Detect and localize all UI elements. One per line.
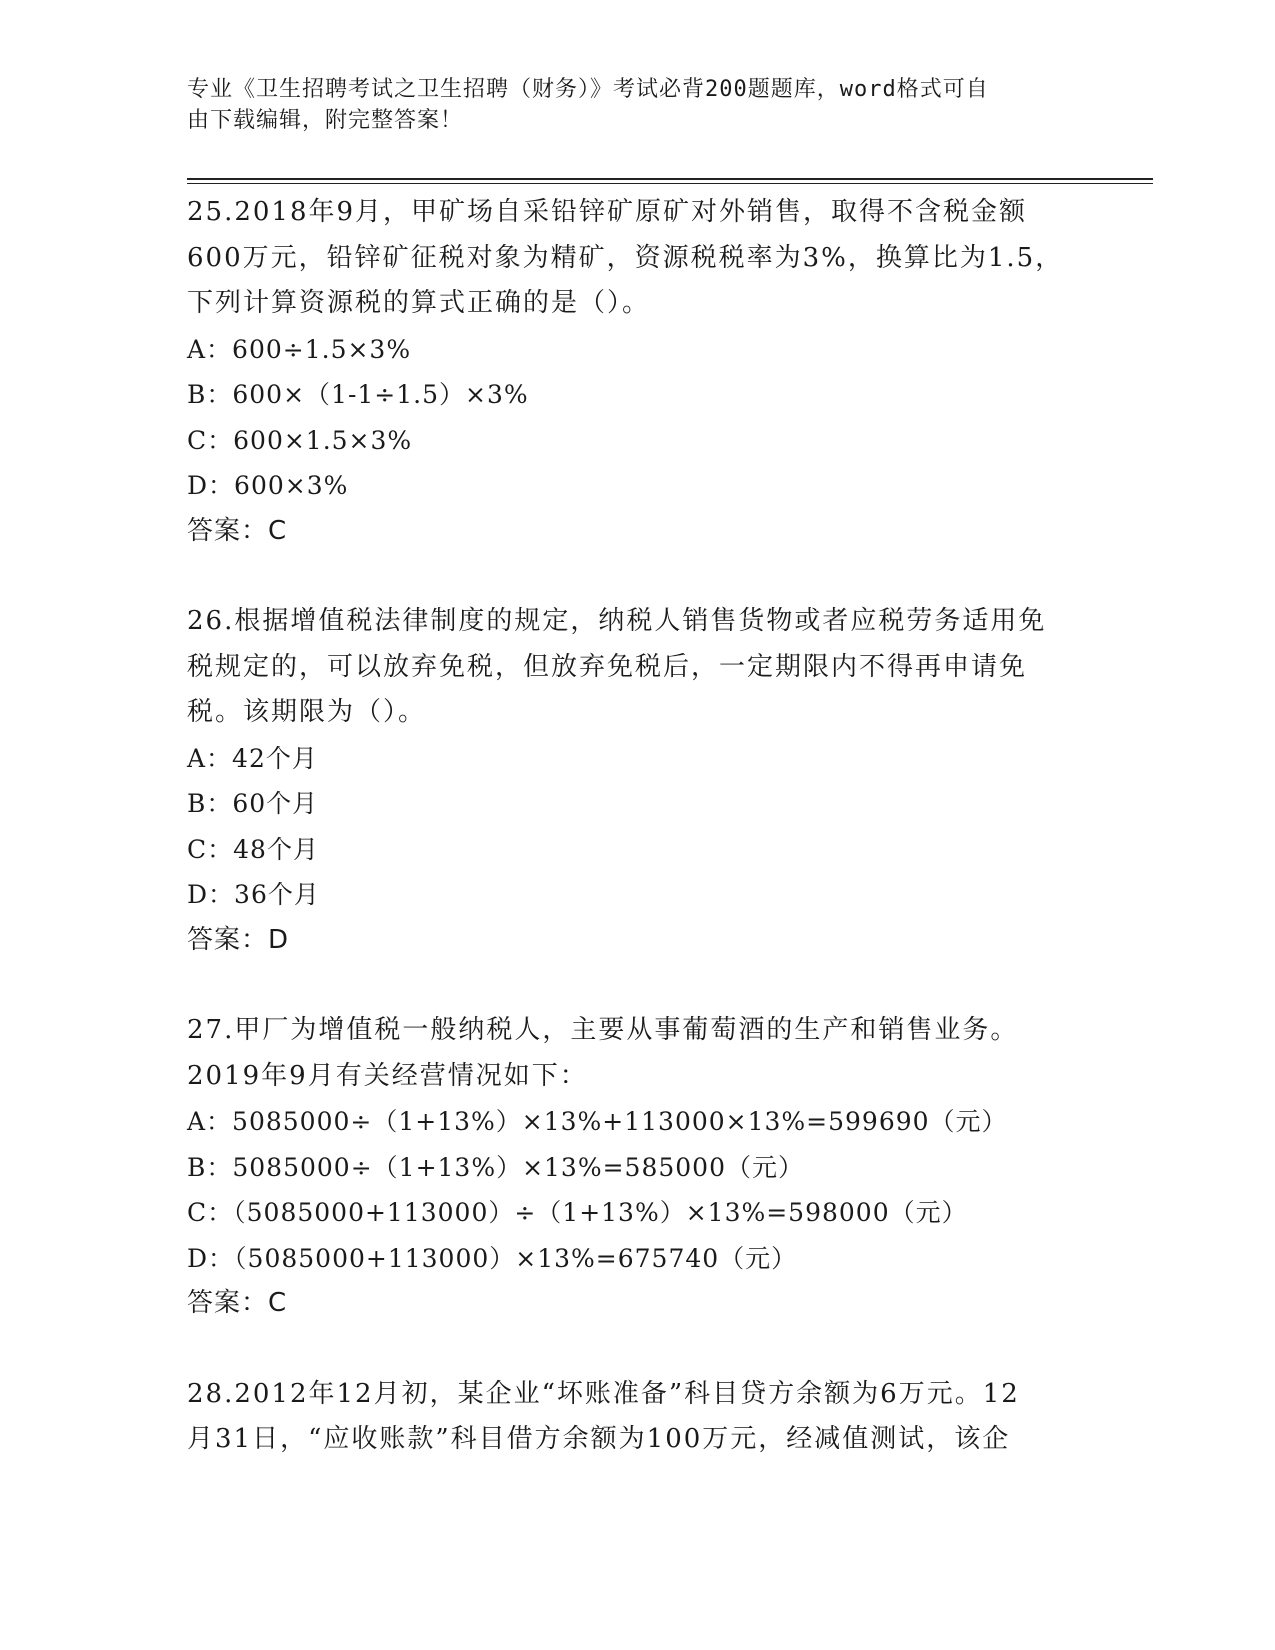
option-c: C：（5085000+113000）÷（1+13%）×13%=598000（元）	[187, 1198, 968, 1227]
question-stem-line: 2019年9月有关经营情况如下：	[187, 1060, 588, 1091]
answer-line: 答案：C	[187, 515, 288, 546]
question-stem-line: 28.2012年12月初，某企业“坏账准备”科目贷方余额为6万元。12	[187, 1378, 1020, 1409]
header-divider-thick	[187, 178, 1153, 180]
question-stem-line: 月31日，“应收账款”科目借方余额为100万元，经减值测试，该企	[187, 1424, 1011, 1454]
question-stem-line: 26.根据增值税法律制度的规定，纳税人销售货物或者应税劳务适用免	[187, 606, 1047, 636]
answer-line: 答案：C	[187, 1288, 288, 1318]
question-25	[187, 190, 1087, 599]
question-stem-line: 税。该期限为（）。	[187, 697, 427, 727]
header-line-1: 专业《卫生招聘考试之卫生招聘（财务）》考试必背200题题库，word格式可自	[187, 77, 989, 102]
option-c: C：600×1.5×3%	[187, 425, 413, 455]
question-spacer	[187, 1327, 1087, 1372]
document-header	[187, 74, 1067, 136]
option-b: B：5085000÷（1+13%）×13%=585000（元）	[187, 1152, 804, 1182]
question-stem-line: 27.甲厂为增值税一般纳税人，主要从事葡萄酒的生产和销售业务。	[187, 1015, 1019, 1045]
question-stem-line: 税规定的，可以放弃免税，但放弃免税后，一定期限内不得再申请免	[187, 651, 1028, 682]
question-27	[187, 1008, 1087, 1372]
question-stem-line: 下列计算资源税的算式正确的是（）。	[187, 288, 651, 318]
question-spacer	[187, 963, 1087, 1008]
option-d: D：（5085000+113000）×13%=675740（元）	[187, 1243, 798, 1273]
option-a: A：600÷1.5×3%	[187, 334, 412, 364]
option-c: C：48个月	[187, 834, 319, 864]
question-list	[187, 190, 1087, 1463]
header-divider-thin	[187, 183, 1153, 184]
question-28	[187, 1372, 1087, 1463]
question-stem-line: 600万元，铅锌矿征税对象为精矿，资源税税率为3%，换算比为1.5，	[187, 242, 1064, 273]
option-d: D：36个月	[187, 880, 320, 909]
option-d: D：600×3%	[187, 471, 349, 500]
answer-line: 答案：D	[187, 924, 290, 955]
header-line-2: 由下载编辑，附完整答案！	[187, 108, 464, 133]
option-b: B：600×（1-1÷1.5）×3%	[187, 380, 529, 409]
option-a: A：5085000÷（1+13%）×13%+113000×13%=599690（元）	[187, 1107, 1008, 1136]
question-spacer	[187, 554, 1087, 599]
question-stem-line: 25.2018年9月，甲矿场自采铅锌矿原矿对外销售，取得不含税金额	[187, 197, 1028, 227]
option-a: A：42个月	[187, 743, 318, 773]
option-b: B：60个月	[187, 789, 319, 818]
question-26	[187, 599, 1087, 1008]
